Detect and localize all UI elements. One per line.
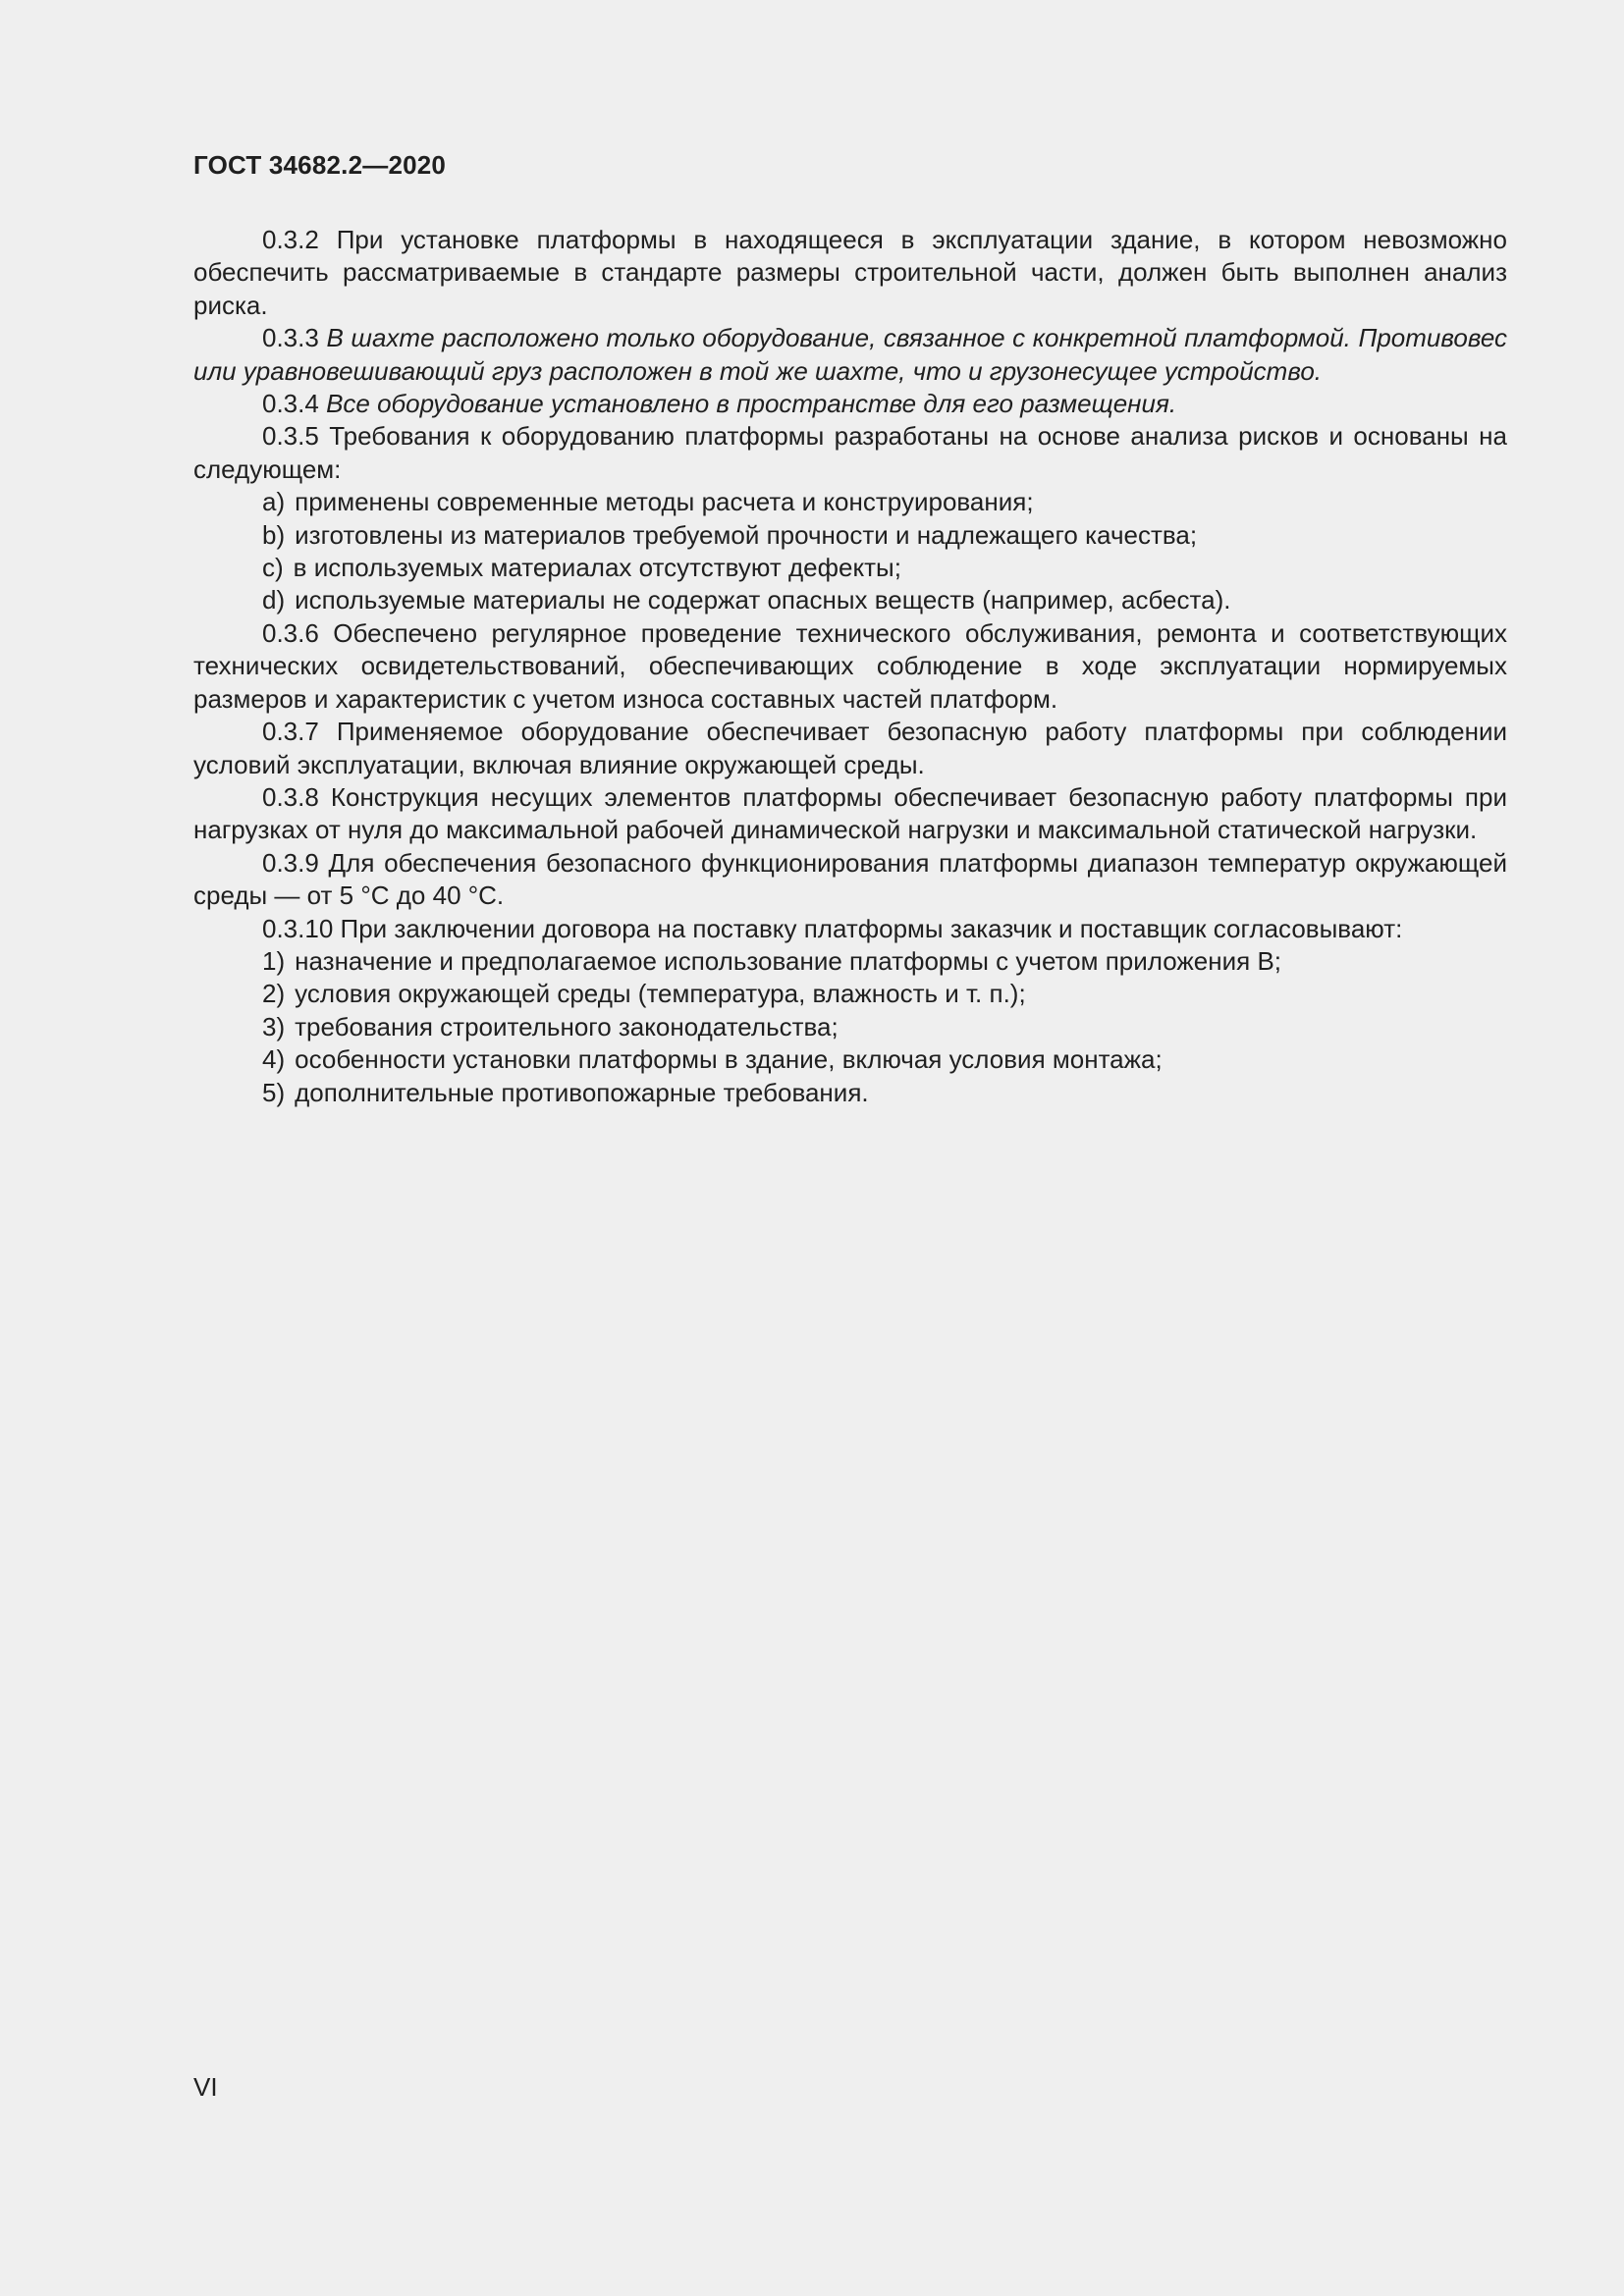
list-item bbox=[193, 519, 1507, 552]
clause-number: 0.3.8 bbox=[262, 781, 319, 812]
clause-number: 0.3.5 bbox=[262, 421, 319, 452]
clause-0-3-2 bbox=[193, 224, 1507, 322]
list-item-text: применены современные методы расчета и конструирования; bbox=[295, 487, 1034, 517]
clause-0-3-10 bbox=[193, 913, 1507, 945]
list-marker: d) bbox=[262, 585, 286, 615]
list-item-text: требования строительного законодательства; bbox=[295, 1011, 839, 1041]
list-item bbox=[193, 584, 1507, 616]
list-item bbox=[193, 1077, 1507, 1109]
list-marker: a) bbox=[262, 487, 286, 517]
list-item bbox=[193, 1011, 1507, 1043]
clause-0-3-5 bbox=[193, 420, 1507, 486]
list-marker: 2) bbox=[262, 979, 286, 1009]
list-numbers bbox=[193, 945, 1507, 1109]
clause-number: 0.3.4 bbox=[262, 389, 319, 419]
list-item bbox=[193, 945, 1507, 978]
list-marker: 4) bbox=[262, 1044, 286, 1075]
clause-text: Требования к оборудованию платформы разработаны на основе анализа рисков и основаны на следующем: bbox=[193, 421, 1507, 484]
list-item-text: в используемых материалах отсутствуют дефекты; bbox=[293, 553, 901, 583]
clause-number: 0.3.7 bbox=[262, 717, 319, 747]
clause-0-3-4 bbox=[193, 388, 1507, 420]
list-item-text: дополнительные противопожарные требования. bbox=[295, 1077, 869, 1107]
document-body bbox=[193, 224, 1507, 1109]
clause-text: Для обеспечения безопасного функционирования платформы диапазон температур окружающей среды — от 5 °С до 40 °С. bbox=[193, 847, 1507, 911]
list-item-text: изготовлены из материалов требуемой прочности и надлежащего качества; bbox=[295, 519, 1198, 550]
list-marker: 1) bbox=[262, 945, 286, 976]
list-item-text: особенности установки платформы в здание, включая условия монтажа; bbox=[295, 1044, 1163, 1075]
list-item-text: назначение и предполагаемое использование платформы с учетом приложения В; bbox=[295, 945, 1282, 976]
clause-0-3-3 bbox=[193, 322, 1507, 388]
clause-0-3-8 bbox=[193, 781, 1507, 847]
list-item bbox=[193, 978, 1507, 1010]
clause-text: Обеспечено регулярное проведение технического обслуживания, ремонта и соответствующих технических освидетельствований, обеспечивающих соблюдение в ходе эксплуатации нормируемых размеров и характеристик с учетом износа составных частей платформ. bbox=[193, 617, 1507, 714]
clause-text: В шахте расположено только оборудование, связанное с конкретной платформой. Противовес или уравновешивающий груз расположен в той же шахте, что и грузонесущее устройство. bbox=[193, 323, 1507, 386]
clause-number: 0.3.6 bbox=[262, 617, 319, 648]
clause-text: Все оборудование установлено в пространстве для его размещения. bbox=[326, 389, 1177, 419]
clause-number: 0.3.9 bbox=[262, 847, 319, 878]
clause-0-3-7 bbox=[193, 716, 1507, 781]
clause-text: При заключении договора на поставку платформы заказчик и поставщик согласовывают: bbox=[340, 913, 1403, 943]
list-letters bbox=[193, 486, 1507, 617]
clause-number: 0.3.10 bbox=[262, 913, 334, 943]
list-item-text: используемые материалы не содержат опасных веществ (например, асбеста). bbox=[295, 585, 1231, 615]
list-marker: 5) bbox=[262, 1077, 286, 1107]
list-marker: b) bbox=[262, 519, 286, 550]
list-item bbox=[193, 1043, 1507, 1076]
clause-text: При установке платформы в находящееся в эксплуатации здание, в котором невозможно обеспечить рассматриваемые в стандарте размеры строительной части, должен быть выполнен анализ риска. bbox=[193, 225, 1507, 320]
document-code-header: ГОСТ 34682.2—2020 bbox=[193, 150, 447, 180]
list-item bbox=[193, 552, 1507, 584]
list-marker: 3) bbox=[262, 1011, 286, 1041]
list-item-text: условия окружающей среды (температура, влажность и т. п.); bbox=[295, 979, 1026, 1009]
clause-number: 0.3.3 bbox=[262, 323, 319, 353]
clause-text: Применяемое оборудование обеспечивает безопасную работу платформы при соблюдении условий эксплуатации, включая влияние окружающей среды. bbox=[193, 717, 1507, 779]
clause-text: Конструкция несущих элементов платформы обеспечивает безопасную работу платформы при нагрузках от нуля до максимальной рабочей динамической нагрузки и максимальной статической нагрузки. bbox=[193, 781, 1507, 845]
page-number: VI bbox=[193, 2072, 218, 2102]
clause-0-3-6 bbox=[193, 617, 1507, 716]
list-marker: c) bbox=[262, 553, 284, 583]
clause-number: 0.3.2 bbox=[262, 225, 319, 254]
clause-0-3-9 bbox=[193, 847, 1507, 913]
list-item bbox=[193, 486, 1507, 518]
